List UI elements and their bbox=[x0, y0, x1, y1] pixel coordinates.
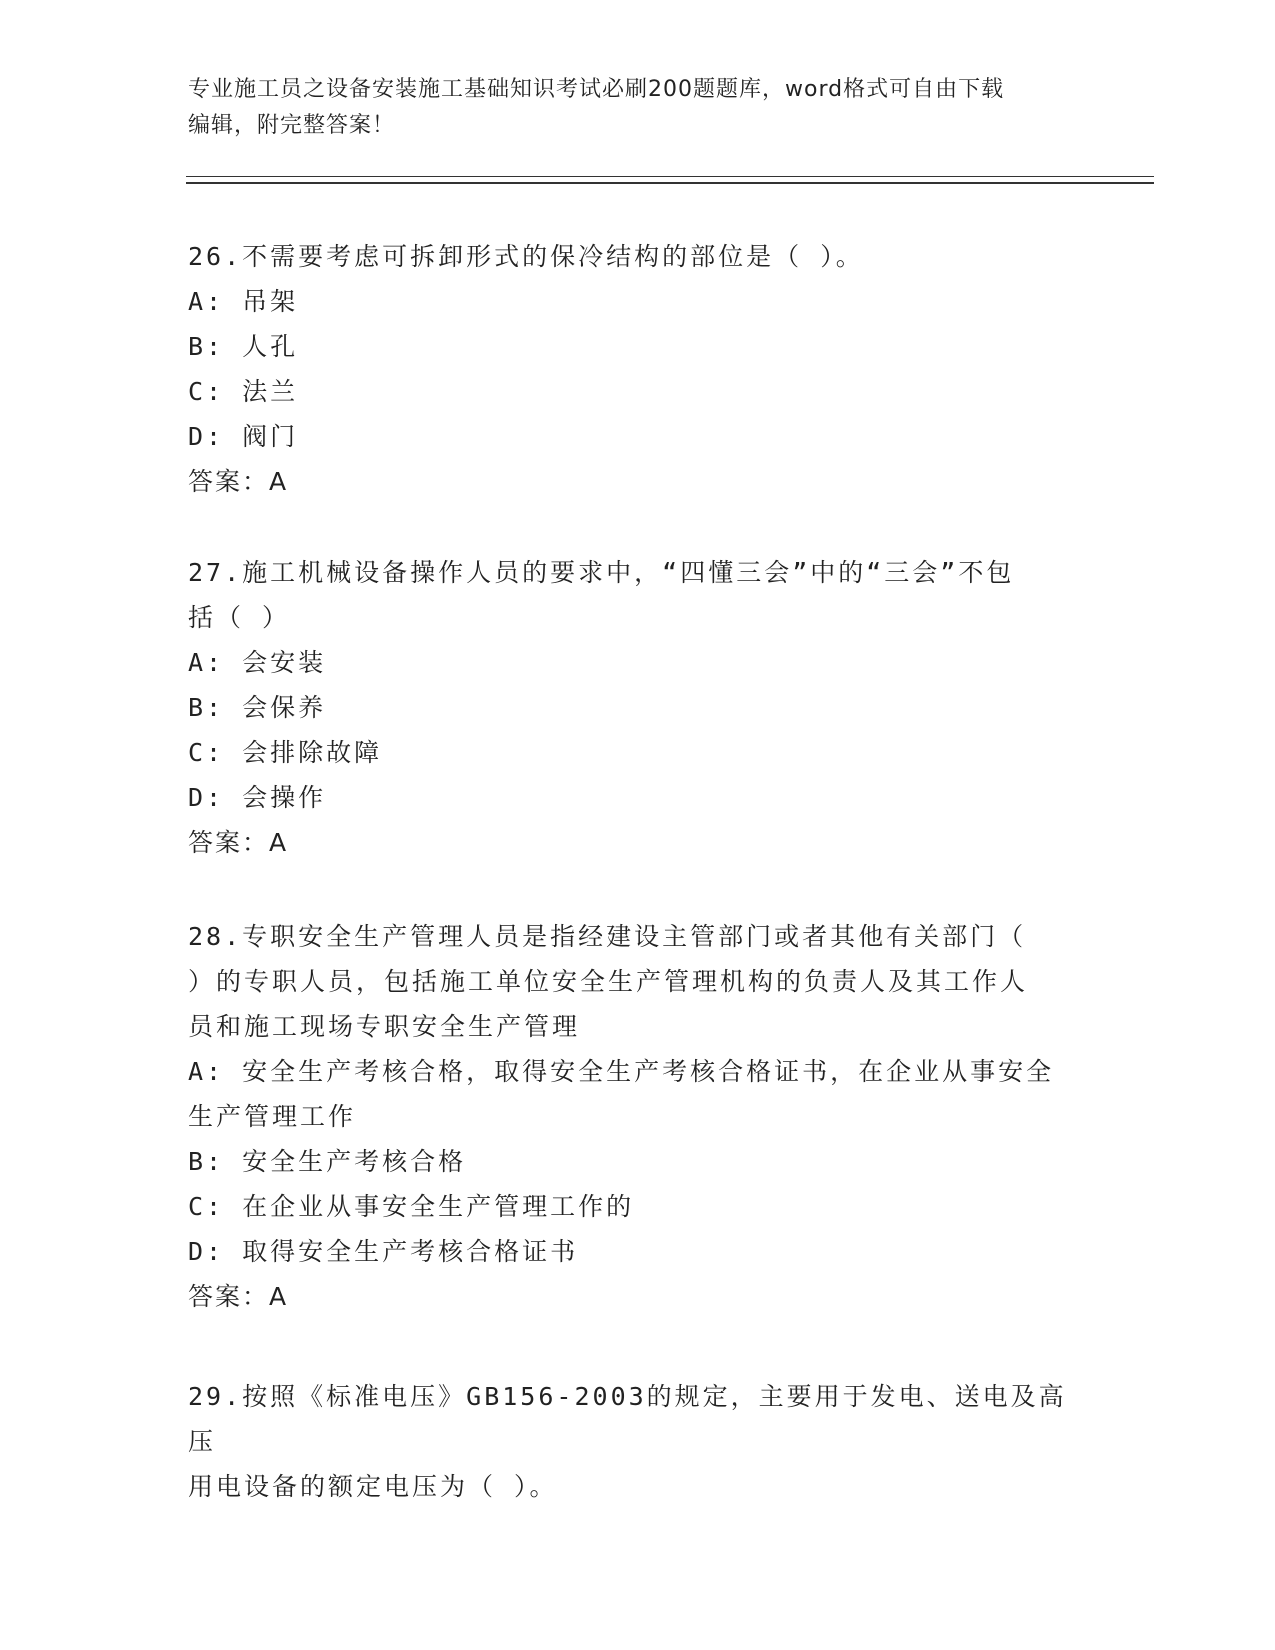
option-a: A: 安全生产考核合格，取得安全生产考核合格证书，在企业从事安全 bbox=[188, 1057, 1055, 1086]
answer: 答案：A bbox=[188, 828, 289, 857]
option-b: B: 人孔 bbox=[188, 332, 299, 361]
option-b: B: 安全生产考核合格 bbox=[188, 1147, 467, 1176]
question-stem-line-1: 29.按照《标准电压》GB156-2003的规定，主要用于发电、送电及高压 bbox=[188, 1382, 1067, 1456]
option-c: C: 法兰 bbox=[188, 377, 299, 406]
option-c: C: 会排除故障 bbox=[188, 738, 383, 767]
option-a: A: 吊架 bbox=[188, 287, 299, 316]
answer: 答案：A bbox=[188, 467, 289, 496]
question-stem-line-3: 员和施工现场专职安全生产管理 bbox=[188, 1012, 581, 1041]
question-stem-line-1: 28.专职安全生产管理人员是指经建设主管部门或者其他有关部门（ bbox=[188, 922, 1027, 951]
document-header bbox=[188, 72, 1068, 144]
option-c: C: 在企业从事安全生产管理工作的 bbox=[188, 1192, 635, 1221]
answer: 答案：A bbox=[188, 1282, 289, 1311]
option-d: D: 会操作 bbox=[188, 783, 327, 812]
question-26 bbox=[188, 234, 1088, 504]
option-d: D: 阀门 bbox=[188, 422, 299, 451]
header-line-1: 专业施工员之设备安装施工基础知识考试必刷200题题库，word格式可自由下载 bbox=[188, 77, 1005, 102]
question-stem-line-2: 用电设备的额定电压为（ ）。 bbox=[188, 1472, 558, 1501]
option-a-continued: 生产管理工作 bbox=[188, 1102, 357, 1131]
option-b: B: 会保养 bbox=[188, 693, 327, 722]
header-line-2: 编辑，附完整答案！ bbox=[188, 113, 396, 138]
question-stem-line-1: 27.施工机械设备操作人员的要求中，“四懂三会”中的“三会”不包 bbox=[188, 558, 1015, 587]
option-a: A: 会安装 bbox=[188, 648, 327, 677]
header-divider bbox=[186, 176, 1154, 184]
option-d: D: 取得安全生产考核合格证书 bbox=[188, 1237, 579, 1266]
question-stem-line-2: 括（ ） bbox=[188, 603, 291, 632]
question-29 bbox=[188, 1374, 1088, 1509]
question-27 bbox=[188, 550, 1088, 865]
question-stem-line-2: ）的专职人员，包括施工单位安全生产管理机构的负责人及其工作人 bbox=[188, 967, 1029, 996]
question-28 bbox=[188, 914, 1088, 1319]
question-stem: 26.不需要考虑可拆卸形式的保冷结构的部位是（ ）。 bbox=[188, 242, 864, 271]
